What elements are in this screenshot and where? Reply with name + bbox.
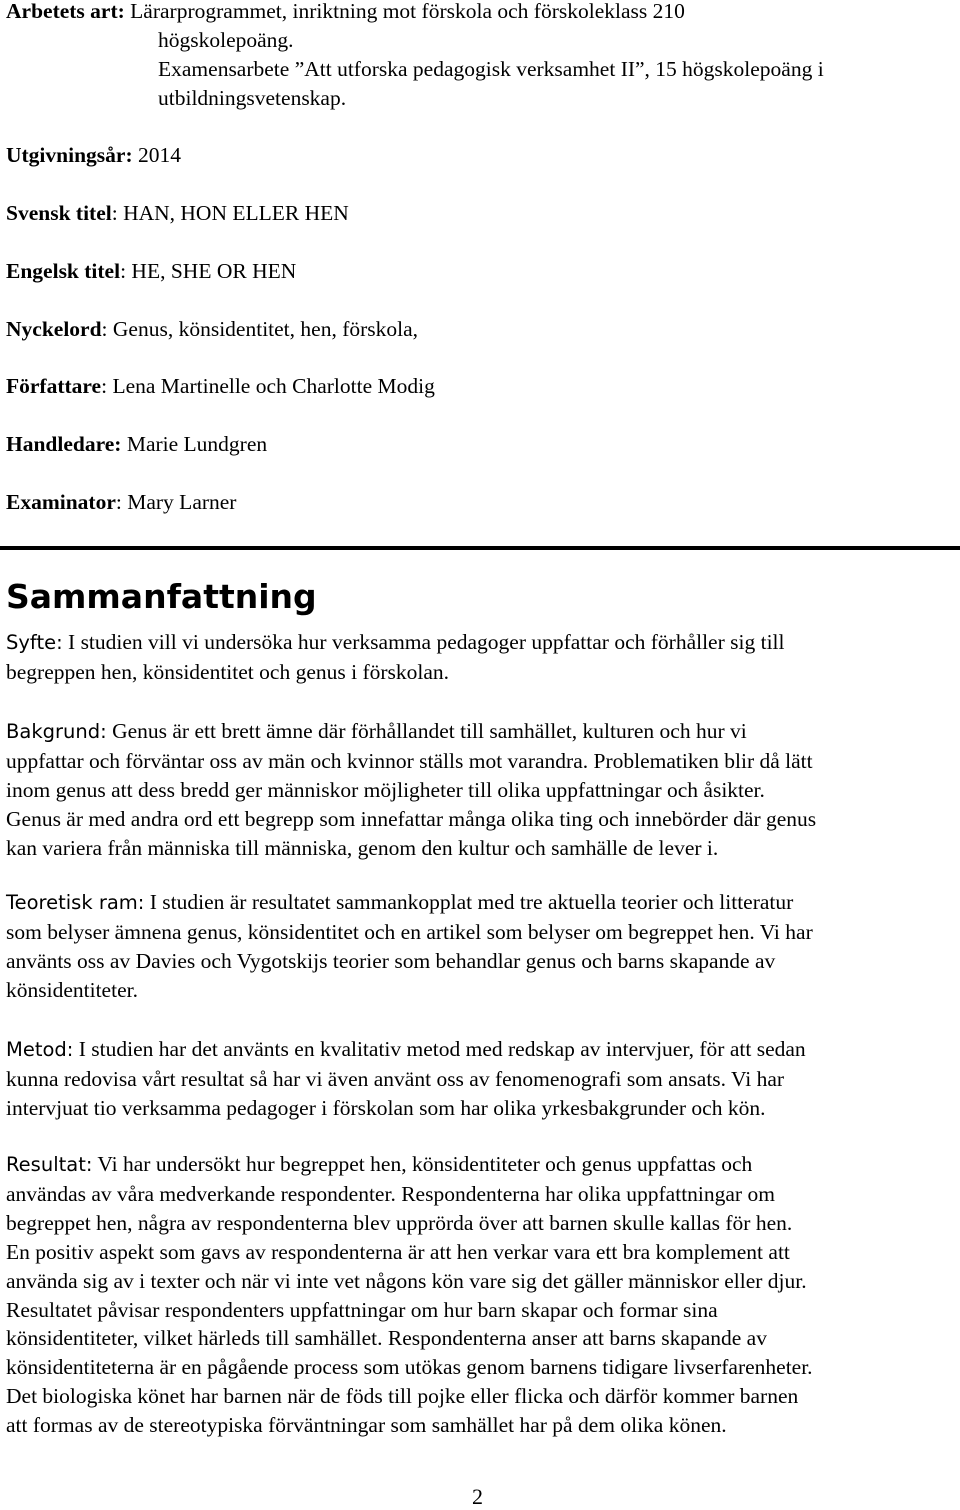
arbetets-art-line2: högskolepoäng.: [158, 28, 294, 52]
bakgrund-line: kan variera från människa till människa, genom den kultur och samhälle de lever i.: [6, 835, 719, 860]
arbetets-art-value: Lärarprogrammet, inriktning mot förskola och förskoleklass 210: [130, 0, 685, 23]
nyckelord-label: Nyckelord: [6, 317, 102, 341]
examinator-label: Examinator: [6, 490, 116, 514]
engelsk-titel-value: : HE, SHE OR HEN: [120, 259, 297, 283]
forfattare-row: [6, 372, 435, 401]
bakgrund-line: [6, 717, 956, 747]
syfte-text: I studien vill vi undersöka hur verksamma pedagoger uppfattar och förhåller sig till: [62, 630, 785, 654]
syfte-paragraph: [6, 628, 956, 687]
metod-line: intervjuat tio verksamma pedagoger i förskolan som har olika yrkesbakgrunder och kön.: [6, 1095, 766, 1120]
resultat-line: att formas av de stereotypiska förväntningar som samhället har på dem olika könen.: [6, 1413, 727, 1438]
arbetets-art-line4: utbildningsvetenskap.: [158, 86, 347, 110]
metod-label: Metod:: [6, 1038, 74, 1061]
handledare-row: [6, 430, 267, 459]
bakgrund-text: Genus är ett brett ämne där förhållandet till samhället, kulturen och hur vi: [106, 719, 747, 743]
nyckelord-value: : Genus, könsidentitet, hen, förskola,: [101, 317, 419, 341]
nyckelord-row: [6, 315, 418, 344]
resultat-line: begreppet hen, några av respondenterna blev upprörda över att barnen skulle kallas för hen.: [6, 1210, 793, 1235]
arbetets-art-row: [6, 0, 685, 26]
svensk-titel-row: [6, 199, 349, 228]
teoretisk-ram-label: Teoretisk ram:: [6, 891, 145, 914]
utgivningsar-value: 2014: [138, 143, 181, 167]
section-divider: [0, 546, 960, 550]
syfte-label: Syfte:: [6, 631, 63, 654]
teoretisk-ram-paragraph: [6, 888, 956, 1005]
teoretisk-ram-line: könsidentiteter.: [6, 977, 138, 1002]
handledare-label: Handledare:: [6, 432, 122, 456]
summary-heading: Sammanfattning: [6, 577, 317, 616]
resultat-line: Resultatet påvisar respondenters uppfattningar om hur barn skapar och formar sina: [6, 1297, 718, 1322]
bakgrund-label: Bakgrund:: [6, 720, 107, 743]
metod-line: [6, 1035, 956, 1065]
handledare-value: Marie Lundgren: [126, 432, 268, 456]
forfattare-value: : Lena Martinelle och Charlotte Modig: [101, 374, 435, 398]
resultat-label: Resultat:: [6, 1153, 93, 1176]
utgivningsar-label: Utgivningsår:: [6, 143, 133, 167]
teoretisk-ram-line: använts oss av Davies och Vygotskijs teorier som behandlar genus och barns skapande av: [6, 948, 776, 973]
bakgrund-line: Genus är med andra ord ett begrepp som innefattar många olika ting och innebörder där genus: [6, 806, 817, 831]
resultat-line: En positiv aspekt som gavs av respondenterna är att hen verkar vara ett bra komplement att: [6, 1239, 790, 1264]
svensk-titel-label: Svensk titel: [6, 201, 112, 225]
engelsk-titel-row: [6, 257, 296, 286]
teoretisk-ram-text: I studien är resultatet sammankopplat med tre aktuella teorier och litteratur: [144, 890, 794, 914]
bakgrund-line: uppfattar och förväntar oss av män och kvinnor ställs mot varandra. Problematiken blir då lätt: [6, 748, 813, 773]
metod-line: kunna redovisa vårt resultat så har vi även använt oss av fenomenografi som ansats. Vi har: [6, 1066, 785, 1091]
bakgrund-line: inom genus att dess bredd ger människor möjligheter till olika uppfattningar och åsikter.: [6, 777, 765, 802]
resultat-line: använda sig av i texter och när vi inte vet någons kön vare sig det gäller människor eller djur.: [6, 1268, 807, 1293]
resultat-line: könsidentiteterna är en pågående process som utökas genom barnens tidigare livserfarenheter.: [6, 1355, 813, 1380]
svensk-titel-value: : HAN, HON ELLER HEN: [111, 201, 349, 225]
resultat-line: könsidentiteter, vilket härleds till samhället. Respondenterna anser att barns skapande av: [6, 1326, 767, 1351]
teoretisk-ram-line: [6, 888, 956, 918]
examinator-value: : Mary Larner: [115, 490, 237, 514]
syfte-line: [6, 628, 956, 658]
page-number: 2: [472, 1484, 483, 1509]
resultat-line: användas av våra medverkande respondenter. Respondenterna har olika uppfattningar om: [6, 1181, 775, 1206]
utgivningsar-row: [6, 141, 181, 170]
teoretisk-ram-line: som belyser ämnena genus, könsidentitet och en artikel som belyser om begreppet hen. Vi har: [6, 919, 813, 944]
metod-text: I studien har det använts en kvalitativ metod med redskap av intervjuer, för att sedan: [73, 1037, 806, 1061]
arbetets-art-line3: Examensarbete ”Att utforska pedagogisk verksamhet II”, 15 högskolepoäng i: [158, 57, 824, 81]
syfte-line: begreppen hen, könsidentitet och genus i förskolan.: [6, 659, 450, 684]
resultat-line: [6, 1150, 956, 1180]
forfattare-label: Författare: [6, 374, 102, 398]
resultat-line: Det biologiska könet har barnen när de föds till pojke eller flicka och därför kommer barnen: [6, 1384, 799, 1409]
engelsk-titel-label: Engelsk titel: [6, 259, 121, 283]
resultat-paragraph: [6, 1150, 956, 1440]
metod-paragraph: [6, 1035, 956, 1123]
resultat-text: Vi har undersökt hur begreppet hen, könsidentiteter och genus uppfattas och: [92, 1152, 753, 1176]
arbetets-art-label: Arbetets art:: [6, 0, 125, 23]
bakgrund-paragraph: [6, 717, 956, 863]
examinator-row: [6, 488, 236, 517]
